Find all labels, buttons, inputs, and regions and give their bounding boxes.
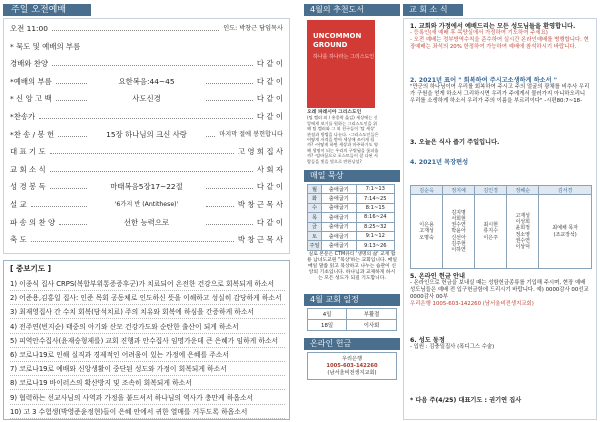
dot-leader: [50, 171, 253, 172]
order-leader: 박 창 근 목 사: [237, 235, 283, 245]
order-item: 설 교: [10, 200, 27, 209]
order-leader: 다 같 이: [256, 182, 283, 192]
order-row: [10, 76, 283, 88]
order-item: *찬송가: [10, 112, 36, 121]
news-item-7-text: * 다음 주(4/25) 대표기도 : 권기연 집사: [410, 397, 522, 404]
news-item-1: [410, 23, 592, 51]
news-item-1-text: - 등록인(새 예배 후 목양실에서 가정하여 기도하여 주세요) - 오전 예배는 정부방역수칙을 준수하여 실시간 온라인예배를 병행합니다. 현장예배는 좌석의 20% 한정하여 가능하여 예배에 참석하시기 바랍니다.: [410, 30, 589, 50]
bible-book: 출애굽기: [322, 194, 357, 203]
prayer-list: [3, 260, 290, 420]
order-detail: '6가지 반 (Antithese)': [114, 201, 179, 208]
giving-account: 1005-603-142260: [326, 363, 378, 369]
order-item: 대 표 기 도: [10, 147, 46, 157]
order-item: * 신 앙 고 백: [10, 94, 52, 104]
order-row: [10, 199, 283, 211]
book-desc-title: 오레 파레시아 그리스도인: [307, 110, 362, 115]
bible-day: 토: [308, 231, 322, 240]
prayer-item: 1) 이종식 집사 CRPS(복합부위통증증후군)가 치료되어 온전한 건강으로 회복되게 하소서: [10, 277, 285, 291]
giving-bank: 우리은행: [341, 356, 363, 362]
news-item-2-text: "만군의 하나님이여 우리를 회복하여 주시고 주의 얼굴의 광채를 비추사 우리가 구원을 얻게 하소서 그리하시면 우리가 주에게서 물러가지 아니하오리니 우리를 소생하게 하소서 우리가 주의 이름을 부르리이다" -시편80:7~18-: [410, 84, 590, 104]
prayer-title: [ 중보기도 ]: [10, 264, 52, 273]
bible-book: 출애굽기: [322, 241, 357, 250]
dot-leader: [50, 188, 87, 189]
book-header: 4월의 추천도서: [304, 4, 400, 16]
news-box: [403, 18, 597, 420]
giving-note: (남서울비전생지교회): [327, 370, 377, 376]
order-item: 경배와 찬양: [10, 59, 49, 69]
order-row: [10, 181, 283, 193]
bible-day: 화: [308, 194, 322, 203]
order-detail: 15장 하나님의 크신 사랑: [106, 129, 187, 139]
order-row: [10, 164, 283, 176]
schedule-table: [307, 308, 397, 331]
news-item-1-title: 1. 교회와 가정에서 예배드리는 모든 성도님들을 환영합니다.: [410, 23, 576, 30]
news-item-5: [410, 273, 592, 308]
dot-leader: [206, 188, 253, 189]
bible-day: 주일: [308, 241, 322, 250]
schedule-date: 4일: [308, 309, 347, 320]
dot-leader: [31, 241, 234, 242]
group-leader: 김서경: [539, 186, 592, 195]
bible-book: 출애굽기: [322, 222, 357, 231]
news-item-6: [410, 337, 592, 351]
bible-verse: 7:14~25: [356, 194, 394, 203]
prayer-item: 8) 코로나19 바이러스의 확산방지 및 조속히 회복되게 하소서: [10, 376, 285, 390]
order-item: *찬 송 / 봉 헌: [10, 129, 55, 139]
order-row: [10, 58, 283, 70]
group-members: 최시현 류지수 이은주: [475, 195, 507, 269]
order-detail: 요한복음:44~45: [118, 76, 175, 86]
giving-header: 온라인 헌금: [304, 338, 400, 350]
dot-leader: [52, 30, 219, 31]
bible-book: 출애굽기: [322, 185, 357, 194]
news-item-5-title: 5. 온라인 헌금 안내: [410, 273, 465, 280]
order-leader: 다 같 이: [256, 112, 283, 121]
order-item: 오전 11:00: [10, 24, 48, 33]
book-description: [307, 110, 379, 164]
book-cover-subtitle: 하나를 하나라는 그리스도인: [313, 54, 375, 60]
bible-table: [307, 184, 395, 251]
bible-row: [308, 213, 395, 222]
bible-verse: 8:16~24: [356, 213, 394, 222]
order-item: 교 회 소 식: [10, 164, 46, 174]
community-text: 실로 본문은 CTM큐티 '생명의 삶' 교재 활용 남녀도교원 "묵상'하는 교회입니다. 매일매일 말씀 읽고 묵상하고 나누는 습관이 신앙의 기초입니다. 하나님과 교제하게 하시는 모든 성도가 되길 기도합니다.: [307, 252, 397, 281]
news-column: [403, 4, 597, 420]
dot-leader: [206, 100, 253, 101]
dot-leader: [50, 153, 234, 154]
dot-leader: [206, 83, 253, 84]
bible-verse: 7:1~13: [356, 185, 394, 194]
order-row: [10, 146, 283, 158]
dot-leader: [206, 136, 215, 137]
group-leader: 김순옥: [411, 186, 443, 195]
bible-day: 금: [308, 222, 322, 231]
news-item-6-title: 6. 성도 동정: [410, 337, 445, 344]
order-item: 파 송 의 찬 양: [10, 217, 56, 227]
middle-column: [304, 4, 400, 420]
dot-leader: [59, 224, 87, 225]
prayer-item: 2) 어준용,김홍일 집사: 인준 목회 공동체로 인도하신 뜻을 이해하고 성실히 감당하게 하소서: [10, 291, 285, 305]
book-cover-title: UNCOMMON GROUND: [313, 32, 362, 49]
worship-column: [3, 4, 290, 420]
order-row: [10, 41, 283, 53]
order-detail: 마태복음5장17~22절: [110, 182, 183, 192]
schedule-event: 부활절: [347, 309, 397, 320]
order-leader: 다 같 이: [256, 94, 283, 104]
order-leader: 박 창 근 목 사: [237, 200, 283, 209]
dot-leader: [56, 100, 87, 101]
order-leader: 다 같 이: [256, 59, 283, 69]
order-row: [10, 217, 283, 229]
news-item-4-title: 4. 2021년 목장편성: [410, 159, 469, 166]
bible-row: [308, 194, 395, 203]
group-table: [410, 185, 592, 269]
prayer-item: 7) 코로나19로 예배와 신앙생활이 중단된 성도와 가정이 회복되게 하소서: [10, 362, 285, 376]
group-members: 고재성 이성희 윤희정 정소영 권수연 이상덕: [507, 195, 539, 269]
bible-verse: 9:1~12: [356, 231, 394, 240]
news-item-5-account: 우리은행 1005-603-142260 (남서울비전생지교회): [410, 301, 534, 307]
order-leader: 다 같 이: [256, 76, 283, 86]
bible-day: 목: [308, 213, 322, 222]
bible-header: 매일 묵상: [304, 170, 400, 182]
book-desc-text: (팀 켈러 외 / 홍종락 옮김) 세상에는 신앙에게 보기를 원하는 그리스도인을 위해 팀 켈러와 그 외 친구들이 '탈 세상' 관점과 방법을 나눈다. -그리스도인들은 어떻게 자격을 받아 세상에 쓰이게 될까? -어떻게 하면 세상과 마주하기도 양해 생명이 되는 우리의 구별됨을 꽃피울까? -탈바꿈으로 포스트들이 잘 다된 사람들을 빛을 빛으로 반한낭설?: [307, 115, 379, 164]
prayer-item: 10) 고 3 수험생(박영준윤정현)들이 은혜 안에서 귀한 열매를 거두도록 하옵소서: [10, 405, 285, 419]
news-header: 교 회 소 식: [403, 4, 463, 16]
schedule-row: [308, 320, 397, 331]
order-row: [10, 23, 283, 35]
bible-row: [308, 231, 395, 240]
group-header-row: [411, 186, 592, 195]
group-members: 이은용 고재성 오명숙: [411, 195, 443, 269]
news-item-3-title: 3. 오늘은 식사 줍기 주일입니다.: [410, 139, 500, 146]
dot-leader: [56, 83, 87, 84]
bible-day: 수: [308, 203, 322, 212]
dot-leader: [58, 136, 87, 137]
order-item: 축 도: [10, 235, 27, 245]
bible-row: [308, 203, 395, 212]
order-leader: 인도: 박창근 담임목사: [223, 25, 283, 32]
schedule-date: 18일: [308, 320, 347, 331]
group-leader: 김인경: [475, 186, 507, 195]
group-leader: 정혜순: [507, 186, 539, 195]
order-detail: 사도신경: [132, 94, 161, 104]
schedule-row: [308, 309, 397, 320]
news-item-7: [410, 397, 592, 404]
prayer-item: 5) 피역안수집사(윤재승형제를) 교회 진행과 안수집사 임명가운데 큰 은혜가 임하게 하소서: [10, 334, 285, 348]
dot-leader: [206, 224, 253, 225]
worship-header: 주일 오전예배: [3, 4, 91, 16]
bible-verse: 8:25~32: [356, 222, 394, 231]
dot-leader: [52, 65, 253, 66]
bible-day: 월: [308, 185, 322, 194]
news-item-5-text: - 온라인으로 헌금을 보내실 때는 성함헌금종류를 기입해 주시며, 현장 예배 성도님들은 예배 전 입구헌금함에 드리시기 바랍니다. 예) 0000감사 00선교 0000감사 00부: [410, 280, 589, 300]
order-row: [10, 129, 283, 141]
order-of-worship: [3, 18, 290, 254]
dot-leader: [31, 206, 87, 207]
order-row: [10, 93, 283, 105]
news-item-4: [410, 159, 592, 166]
group-member-row: [411, 195, 592, 269]
giving-box: [307, 352, 397, 380]
bible-row: [308, 222, 395, 231]
order-detail: 선한 능력으로: [123, 217, 170, 227]
news-item-2: [410, 77, 592, 105]
bible-verse: 8:1~15: [356, 203, 394, 212]
order-leader: 사 회 자: [256, 164, 283, 174]
group-leader: 정지예: [443, 186, 475, 195]
dot-leader: [39, 118, 253, 119]
bible-row: [308, 241, 395, 250]
bible-verse: 9:13~26: [356, 241, 394, 250]
bible-book: 출애굽기: [322, 231, 357, 240]
order-item: *예배의 부름: [10, 76, 52, 86]
order-leader: 고 영 희 집 사: [237, 147, 283, 157]
dot-leader: [206, 206, 234, 207]
news-item-3: [410, 139, 592, 146]
order-row: [10, 111, 283, 123]
order-item: 성 경 봉 독: [10, 182, 46, 192]
news-item-2-title: 2. 2021년 표어 " 회복하여 주시고소생하게 하소서 ": [410, 77, 558, 84]
order-item: * 묵도 및 예배의 부름: [10, 41, 81, 51]
order-row: [10, 234, 283, 246]
order-leader: 다 같 이: [256, 217, 283, 227]
book-cover-image: [307, 20, 375, 108]
prayer-item: 4) 전주연(빈지순) 태중의 아기와 산모 건강가도와 순탄한 출산이 되게 하소서: [10, 320, 285, 334]
group-members: 김지명 서희현 권수연 박윤아 신선아 김주현 이하연: [443, 195, 475, 269]
schedule-header: 4월 교회 일정: [304, 294, 400, 306]
bible-row: [308, 185, 395, 194]
bible-book: 출애굽기: [322, 203, 357, 212]
bible-book: 출애굽기: [322, 213, 357, 222]
prayer-item: 9) 협력하는 선교사님의 사역과 가정을 붙드셔서 하나님의 역사가 충만케 하옵소서: [10, 391, 285, 405]
order-leader: 마지막 절에 봉헌합니다: [219, 130, 283, 138]
news-item-6-text: - 입원 : 김충일집사 (폭디그스 수술): [410, 344, 495, 350]
schedule-event: 이사회: [347, 320, 397, 331]
prayer-item: 6) 코로나19로 인해 실직과 경제적인 어려움이 있는 가정에 은혜를 주소서: [10, 348, 285, 362]
group-members: 최예채 목자 (조교장석): [539, 195, 592, 269]
prayer-item: 3) 최재영집사 간 수치 회복(담석치료) 주의 치유와 회복에 하심을 간증하게 하소서: [10, 305, 285, 319]
